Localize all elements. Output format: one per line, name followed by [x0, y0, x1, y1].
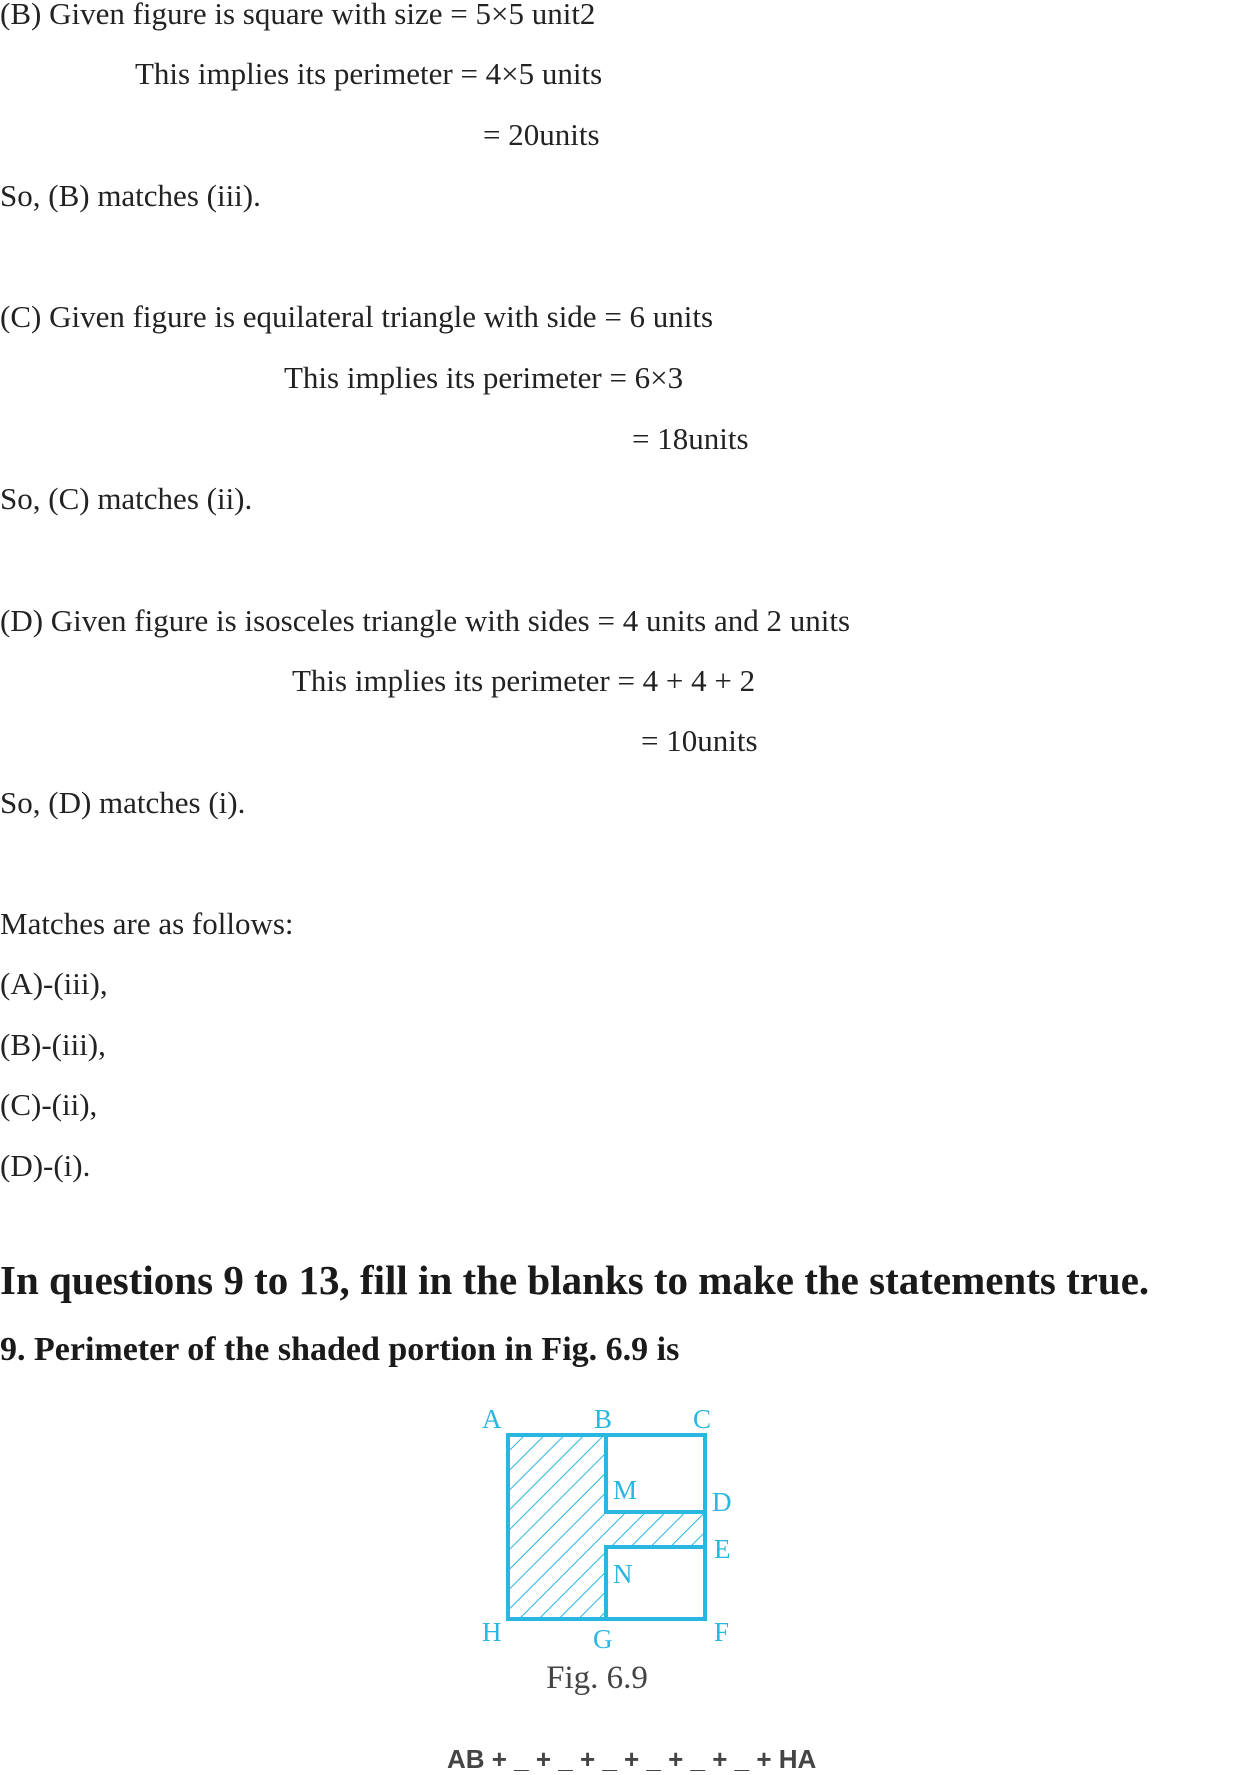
- c-implies: This implies its perimeter = 6×3: [284, 360, 684, 395]
- label-g: G: [593, 1624, 613, 1654]
- d-implies: This implies its perimeter = 4 + 4 + 2: [292, 663, 756, 698]
- label-a: A: [482, 1404, 502, 1434]
- d-result: = 10units: [641, 723, 758, 758]
- matches-heading: Matches are as follows:: [0, 906, 294, 941]
- question-9: 9. Perimeter of the shaded portion in Fig. 6.9 is: [0, 1331, 680, 1368]
- label-f: F: [714, 1617, 730, 1647]
- match-item: (D)-(i).: [0, 1148, 91, 1183]
- b-conclusion: So, (B) matches (iii).: [0, 178, 261, 213]
- c-result: = 18units: [632, 421, 749, 456]
- label-n: N: [613, 1559, 633, 1589]
- label-h: H: [482, 1617, 502, 1647]
- figure-caption: Fig. 6.9: [546, 1660, 648, 1696]
- b-implies: This implies its perimeter = 4×5 units: [135, 56, 603, 91]
- label-b: B: [594, 1404, 613, 1434]
- d-given: (D) Given figure is isosceles triangle with sides = 4 units and 2 units: [0, 603, 851, 638]
- d-conclusion: So, (D) matches (i).: [0, 785, 246, 820]
- b-given: (B) Given figure is square with size = 5×5 unit2: [0, 0, 596, 31]
- match-item: (A)-(iii),: [0, 966, 108, 1001]
- label-d: D: [712, 1487, 732, 1517]
- b-result: = 20units: [483, 117, 600, 152]
- label-m: M: [613, 1475, 638, 1505]
- figure-6-9: [480, 1400, 760, 1700]
- match-item: (B)-(iii),: [0, 1027, 106, 1062]
- section-heading: In questions 9 to 13, fill in the blanks to make the statements true.: [0, 1257, 1150, 1303]
- c-given: (C) Given figure is equilateral triangle with side = 6 units: [0, 299, 714, 334]
- label-e: E: [714, 1534, 731, 1564]
- perimeter-formula: AB + _ + _ + _ + _ + _ + _ + HA: [447, 1744, 817, 1774]
- match-item: (C)-(ii),: [0, 1087, 98, 1122]
- c-conclusion: So, (C) matches (ii).: [0, 481, 253, 516]
- label-c: C: [693, 1404, 712, 1434]
